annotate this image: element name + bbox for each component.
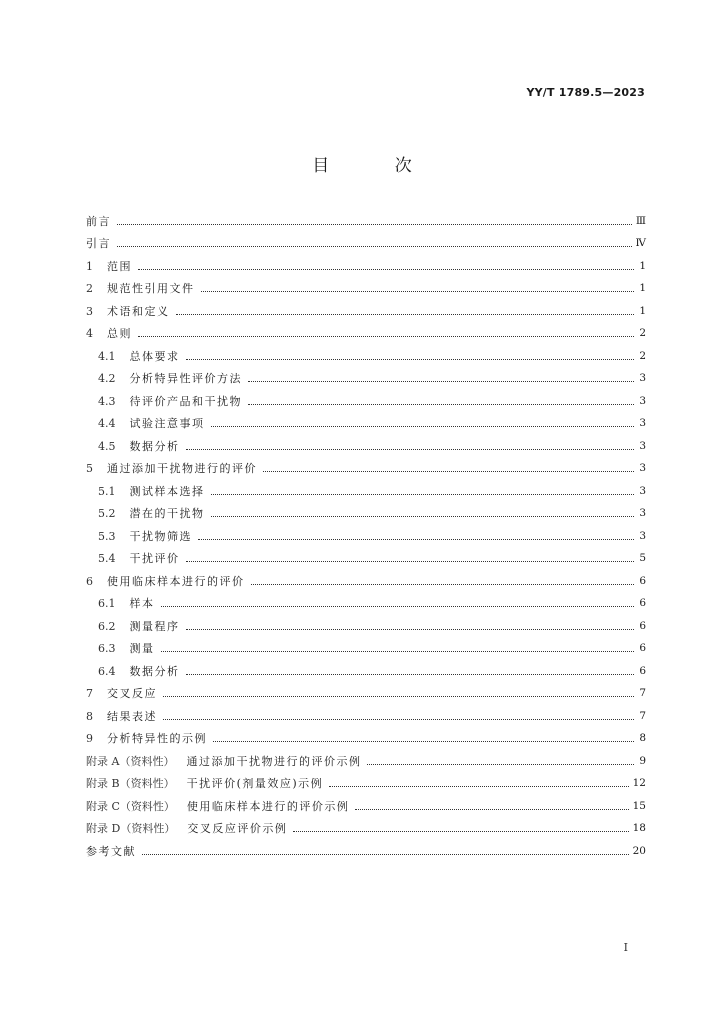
toc-entry-number: 4 [86,327,93,340]
toc-leader-dots [248,403,634,405]
toc-entry-number: 6.4 [98,664,116,678]
toc-leader-dots [138,268,634,270]
toc-leader-dots [186,448,635,450]
toc-entry[interactable] [86,543,646,566]
toc-entry-page: 5 [639,552,646,564]
toc-leader-dots [211,493,635,495]
toc-entry-page: 3 [639,439,646,452]
toc-leader-dots [117,245,632,247]
toc-entry-number: 3 [86,304,93,318]
toc-entry-page: 12 [632,777,646,789]
toc-entry-number: 5.1 [98,484,116,498]
toc-leader-dots [176,313,635,315]
toc-entry[interactable] [86,678,646,701]
toc-leader-dots [251,583,635,585]
toc-entry-number: 5.2 [98,507,116,520]
toc-entry[interactable] [86,610,646,633]
table-of-contents [86,205,646,858]
toc-entry-number: 1 [86,259,93,273]
toc-entry-title: 术语和定义 [107,304,170,318]
toc-leader-dots [211,515,635,517]
toc-leader-dots [213,740,634,742]
toc-leader-dots [117,223,632,225]
toc-entry-number: 附录 A（资料性） [86,754,175,768]
toc-leader-dots [163,718,634,720]
toc-entry-title: 分析特异性的示例 [107,732,207,745]
page-number: I [623,941,628,954]
toc-entry[interactable] [86,318,646,341]
toc-leader-dots [186,673,635,675]
toc-entry[interactable] [86,790,646,813]
toc-entry-page: 15 [632,799,646,812]
toc-entry-title: 使用临床样本进行的评价 [107,574,245,588]
toc-entry-page: 7 [639,687,646,699]
toc-entry-title: 测量程序 [129,619,180,633]
toc-entry[interactable] [86,588,646,611]
toc-entry-title: 交叉反应评价示例 [187,822,288,835]
toc-leader-dots [367,763,634,765]
toc-entry-page: 3 [639,484,646,497]
toc-leader-dots [329,785,628,787]
toc-entry-page: 2 [639,327,646,339]
toc-leader-dots [248,380,634,382]
toc-entry-page: 6 [639,664,646,677]
toc-entry-number: 5.4 [98,552,116,565]
toc-entry-page: Ⅳ [635,237,646,249]
toc-entry-page: 18 [632,822,646,834]
toc-entry[interactable] [86,228,646,251]
toc-entry-title: 干扰评价 [129,552,180,565]
toc-entry-number: 6.1 [98,597,116,610]
toc-entry-number: 8 [86,709,93,723]
toc-entry-title: 前言 [86,214,111,228]
toc-entry-title: 通过添加干扰物进行的评价示例 [186,754,362,768]
toc-entry-page: 6 [639,597,646,609]
toc-entry-page: 3 [639,417,646,429]
toc-entry-number: 5 [86,462,93,475]
toc-entry[interactable] [86,408,646,431]
toc-entry-page: 6 [639,642,646,654]
toc-entry-title: 待评价产品和干扰物 [129,394,242,408]
toc-leader-dots [293,830,628,832]
toc-entry[interactable] [86,498,646,521]
toc-entry-title: 总则 [107,327,132,340]
toc-entry-page: 7 [639,709,646,722]
toc-entry-title: 使用临床样本进行的评价示例 [186,799,350,813]
toc-leader-dots [161,650,635,652]
toc-entry-number: 4.2 [98,372,116,385]
toc-entry[interactable] [86,363,646,386]
toc-entry[interactable] [86,453,646,476]
toc-entry-title: 交叉反应 [107,687,157,700]
toc-entry[interactable] [86,565,646,588]
toc-leader-dots [186,358,635,360]
toc-entry-number: 6.3 [98,642,116,655]
toc-leader-dots [263,470,634,472]
toc-entry-page: 2 [639,349,646,362]
toc-entry-number: 4.5 [98,439,116,453]
toc-entry-title: 数据分析 [129,664,180,678]
toc-entry[interactable] [86,340,646,363]
toc-leader-dots [186,560,635,562]
toc-entry-title: 测试样本选择 [129,484,205,498]
toc-entry-page: 3 [639,529,646,542]
toc-entry-page: 3 [639,372,646,384]
toc-entry[interactable] [86,835,646,858]
toc-entry-title: 引言 [86,237,111,250]
toc-entry-page: Ⅲ [635,214,646,227]
toc-entry-page: 6 [639,574,646,587]
toc-entry-number: 附录 D（资料性） [86,822,176,835]
toc-entry-number: 4.1 [98,349,116,363]
toc-entry-number: 附录 B（资料性） [86,777,175,790]
toc-entry-title: 样本 [129,597,155,610]
toc-entry-title: 范围 [107,259,132,273]
toc-entry[interactable] [86,520,646,543]
toc-entry-number: 4.4 [98,417,116,430]
toc-entry-title: 通过添加干扰物进行的评价 [107,462,257,475]
toc-leader-dots [161,605,635,607]
toc-entry-title: 测量 [129,642,155,655]
toc-leader-dots [201,290,635,292]
toc-leader-dots [211,425,635,427]
toc-entry[interactable] [86,295,646,318]
toc-entry-title: 分析特异性评价方法 [129,372,242,385]
toc-leader-dots [138,335,634,337]
toc-leader-dots [163,695,634,697]
toc-entry[interactable] [86,475,646,498]
toc-entry[interactable] [86,813,646,836]
toc-entry[interactable] [86,250,646,273]
toc-entry-page: 3 [639,394,646,407]
toc-entry-page: 9 [639,754,646,767]
toc-entry-number: 6.2 [98,619,116,633]
toc-entry-number: 7 [86,687,93,700]
toc-entry-number: 2 [86,282,93,295]
toc-entry-page: 6 [639,619,646,632]
toc-entry-title: 参考文献 [86,844,136,858]
toc-entry-title: 干扰物筛选 [129,529,192,543]
toc-leader-dots [186,628,635,630]
toc-entry-number: 6 [86,574,93,588]
toc-entry[interactable] [86,205,646,228]
toc-leader-dots [142,853,629,855]
toc-entry[interactable] [86,723,646,746]
toc-entry-title: 规范性引用文件 [107,282,195,295]
toc-entry[interactable] [86,655,646,678]
toc-entry-number: 4.3 [98,394,116,408]
toc-entry-page: 1 [639,259,646,272]
toc-entry-title: 干扰评价(剂量效应)示例 [186,777,324,790]
toc-entry-page: 3 [639,462,646,474]
toc-entry-title: 试验注意事项 [129,417,205,430]
toc-entry-title: 潜在的干扰物 [129,507,205,520]
toc-entry[interactable] [86,385,646,408]
toc-entry-title: 结果表述 [107,709,157,723]
toc-entry[interactable] [86,700,646,723]
toc-entry-title: 总体要求 [129,349,180,363]
toc-entry[interactable] [86,430,646,453]
document-code: YY/T 1789.5—2023 [526,86,645,99]
toc-entry-number: 9 [86,732,93,745]
toc-leader-dots [355,808,628,810]
toc-entry[interactable] [86,273,646,296]
toc-entry-number: 附录 C（资料性） [86,799,175,813]
toc-leader-dots [198,538,634,540]
toc-entry-page: 3 [639,507,646,519]
toc-entry-page: 1 [639,282,646,294]
toc-entry-number: 5.3 [98,529,116,543]
page-title: 目 次 [312,156,442,176]
toc-entry-page: 8 [639,732,646,744]
toc-entry[interactable] [86,768,646,791]
toc-entry-title: 数据分析 [129,439,180,453]
toc-entry-page: 20 [632,844,646,857]
toc-entry[interactable] [86,745,646,768]
toc-entry[interactable] [86,633,646,656]
toc-entry-page: 1 [639,304,646,317]
